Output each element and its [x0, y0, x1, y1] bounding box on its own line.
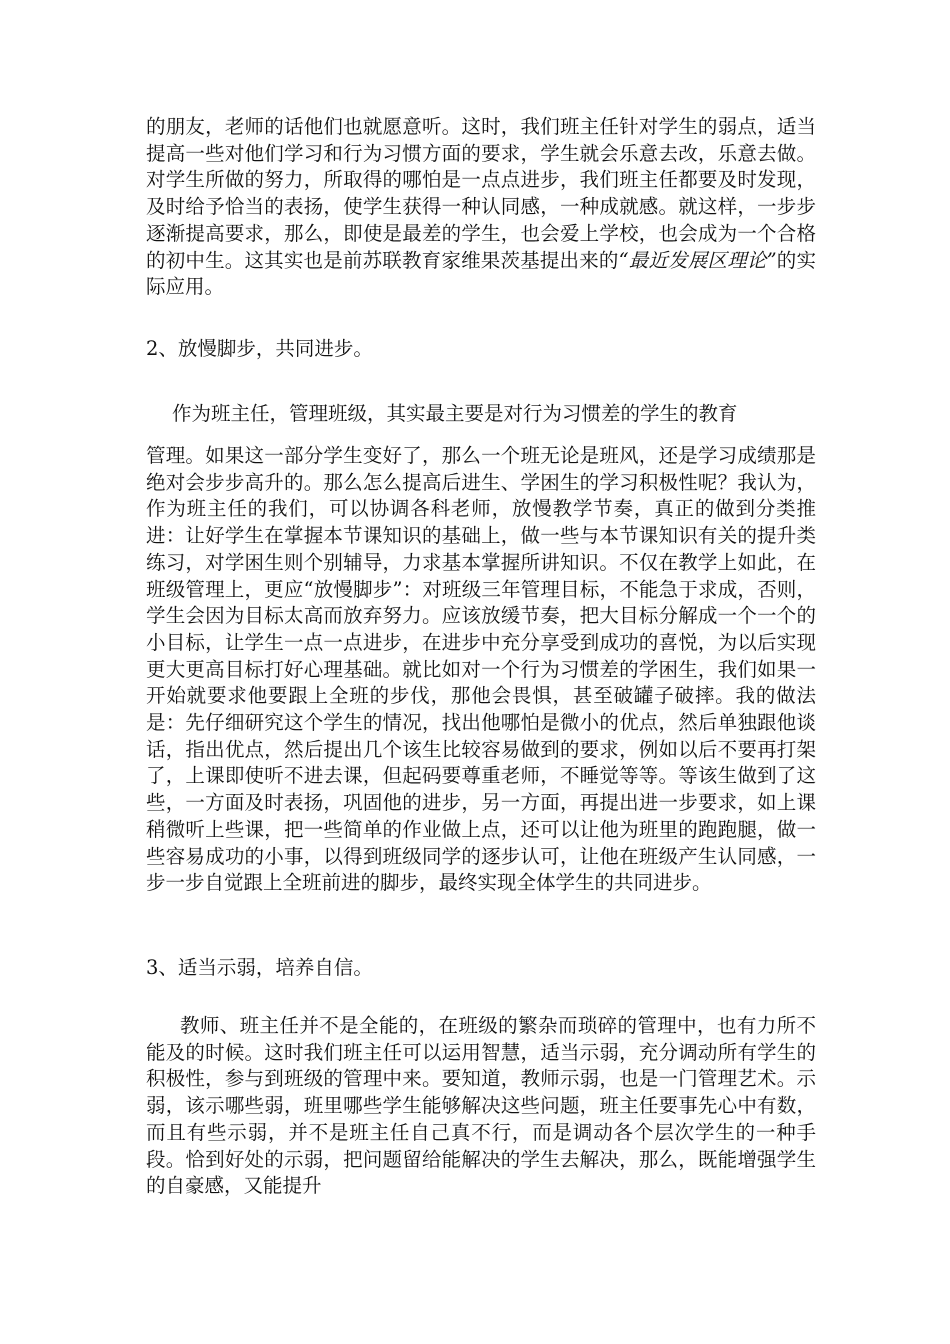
theory-emphasis: “最近发展区理论”: [618, 248, 777, 272]
paragraph-3: 教师、班主任并不是全能的，在班级的繁杂而琐碎的管理中，也有力所不能及的时候。这时我们班主任可以运用智慧，适当示弱，充分调动所有学生的积极性，参与到班级的管理中来。要知道，教师示弱，也是一门管理艺术。示弱，该示哪些弱，班里哪些学生能够解决这些问题，班主任要事先心中有数，而且有些示弱，并不是班主任自己真不行，而是调动各个层次学生的一种手段。恰到好处的示弱，把问题留给能解决的学生去解决，那么，既能增强学生的自豪感，又能提升: [146, 1014, 816, 1198]
paragraph-2-first-line: 作为班主任，管理班级，其实最主要是对行为习惯差的学生的教育: [172, 402, 738, 425]
section-heading-2: 2、放慢脚步，共同进步。: [146, 337, 373, 360]
paragraph-2: 管理。如果这一部分学生变好了，那么一个班无论是班风，还是学习成绩那是绝对会步步高升的。那么怎么提高后进生、学困生的学习积极性呢？我认为，作为班主任的我们，可以协调各科老师，放慢教学节奏，真正的做到分类推进：让好学生在掌握本节课知识的基础上，做一些与本节课知识有关的提升类练习，对学困生则个别辅导，力求基本掌握所讲知识。不仅在教学上如此，在班级管理上，更应“放慢脚步”：对班级三年管理目标，不能急于求成，否则，学生会因为目标太高而放弃努力。应该放缓节奏，把大目标分解成一个一个的小目标，让学生一点一点进步，在进步中充分享受到成功的喜悦，为以后实现更大更高目标打好心理基础。就比如对一个行为习惯差的学困生，我们如果一开始就要求他要跟上全班的步伐，那他会畏惧，甚至破罐子破摔。我的做法是：先仔细研究这个学生的情况，找出他哪怕是微小的优点，然后单独跟他谈话，指出优点，然后提出几个该生比较容易做到的要求，例如以后不要再打架了，上课即使听不进去课，但起码要尊重老师，不睡觉等等。等该生做到了这些，一方面及时表扬，巩固他的进步，另一方面，再提出进一步要求，如上课稍微听上些课，把一些简单的作业做上点，还可以让他为班里的跑跑腿，做一些容易成功的小事，以得到班级同学的逐步认可，让他在班级产生认同感，一步一步自觉跟上全班前进的脚步，最终实现全体学生的共同进步。: [146, 444, 816, 895]
paragraph-1-tail: 的实际应用。: [146, 248, 816, 299]
paragraph-1: [146, 114, 816, 301]
paragraph-1-text: 的朋友，老师的话他们也就愿意听。这时，我们班主任针对学生的弱点，适当提高一些对他们学习和行为习惯方面的要求，学生就会乐意去改，乐意去做。对学生所做的努力，所取得的哪怕是一点点进步，我们班主任都要及时发现，及时给予恰当的表扬，使学生获得一种认同感，一种成就感。就这样，一步步逐渐提高要求，那么，即使是最差的学生，也会爱上学校，也会成为一个合格的初中生。这其实也是前苏联教育家维果茨基提出来的: [146, 115, 816, 272]
section-heading-3: 3、适当示弱，培养自信。: [146, 956, 373, 979]
